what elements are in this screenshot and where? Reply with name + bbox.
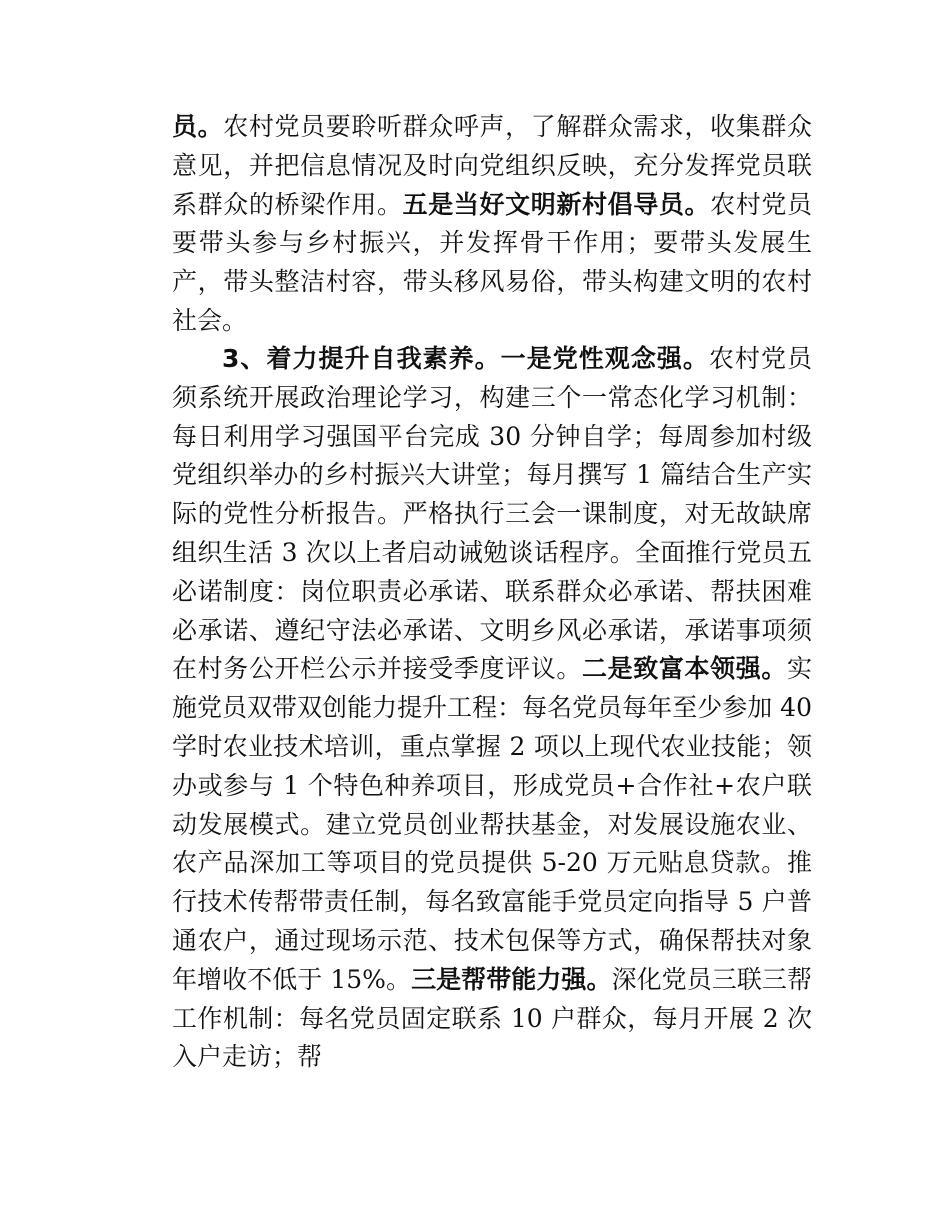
paragraph-1	[172, 108, 812, 341]
body-text: 农村党员要带头参与乡村振兴，并发挥骨干作用；要带头发展生产，带头整洁村容，带头移风易俗，带头构建文明的农村社会。	[172, 189, 812, 335]
bold-heading-three: 三是帮带能力强。	[411, 964, 612, 994]
bold-heading-five: 五是当好文明新村倡导员。	[402, 189, 711, 219]
body-text: 农村党员须系统开展政治理论学习，构建三个一常态化学习机制：每日利用学习强国平台完成 30 分钟自学；每周参加村级党组织举办的乡村振兴大讲堂；每月撰写 1 篇结合生产实际的党性分析报告。严格执行三会一课制度，对无故缺席组织生活 3 次以上者启动诫勉谈话程序。全面推行党员五必诺制度：岗位职责必承诺、联系群众必承诺、帮扶困难必承诺、遵纪守法必承诺、文明乡风必承诺，承诺事项须在村务公开栏公示并接受季度评议。	[172, 344, 812, 684]
body-text: 农村党员要聆听群众呼声，了解群众需求，收集群众意见，并把信息情况及时向党组织反映，充分发挥党员联系群众的桥梁作用。	[172, 112, 812, 219]
section-heading-3: 3、着力提升自我素养。一是党性观念强。	[222, 344, 709, 373]
bold-text: 员。	[172, 112, 224, 141]
body-text: 实施党员双带双创能力提升工程：每名党员每年至少参加 40 学时农业技术培训，重点掌握 2 项以上现代农业技能；领办或参与 1 个特色种养项目，形成党员+合作社+农户联动发展模式。建立党员创业帮扶基金，对发展设施农业、农产品深加工等项目的党员提供 5-20 万元贴息贷款。推行技术传帮带责任制，每名致富能手党员定向指导 5 户普通农户，通过现场示范、技术包保等方式，确保帮扶对象年增收不低于 15%。	[172, 654, 812, 994]
body-text: 深化党员三联三帮工作机制：每名党员固定联系 10 户群众，每月开展 2 次入户走访；帮	[172, 964, 812, 1072]
paragraph-2	[172, 340, 812, 1077]
bold-heading-two: 二是致富本领强。	[581, 654, 787, 684]
